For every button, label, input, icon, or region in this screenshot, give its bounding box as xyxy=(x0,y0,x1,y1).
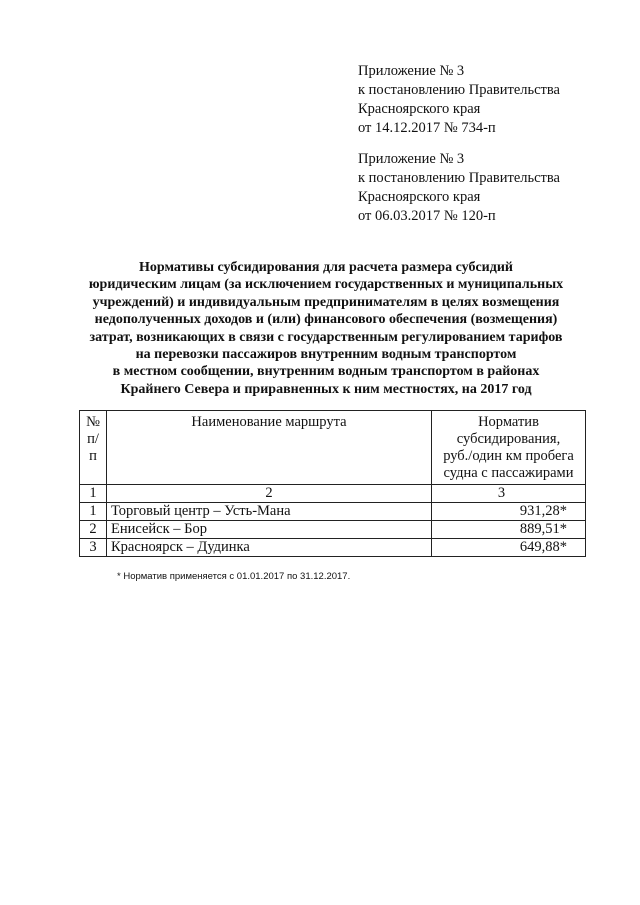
header-num-cell xyxy=(80,411,107,485)
row-num: 1 xyxy=(80,503,107,521)
header-num-line: п/п xyxy=(87,431,99,464)
title-line: затрат, возникающих в связи с государственным регулированием тарифов xyxy=(89,329,563,345)
index-cell: 3 xyxy=(432,485,586,503)
column-index-row xyxy=(80,485,586,503)
header-value-line: субсидирования, xyxy=(456,431,561,447)
appendix-line: Приложение № 3 xyxy=(358,63,465,79)
appendix-block-1 xyxy=(358,62,560,138)
appendix-line: от 06.03.2017 № 120-п xyxy=(358,208,496,224)
title-line: Нормативы субсидирования для расчета размера субсидий xyxy=(139,260,513,275)
route-name: Торговый центр – Усть-Мана xyxy=(107,503,432,521)
appendix-line: Красноярского края xyxy=(358,101,481,117)
table-row xyxy=(80,539,586,557)
index-cell: 1 xyxy=(80,485,107,503)
norms-table xyxy=(79,410,586,557)
appendix-line: Приложение № 3 xyxy=(358,151,465,167)
title-line: Крайнего Севера и приравненных к ним местностях, на 2017 год xyxy=(120,381,532,397)
header-value-line: руб./один км пробега xyxy=(443,448,574,464)
table-row xyxy=(80,503,586,521)
appendix-block-2 xyxy=(358,150,560,226)
title-line: учреждений) и индивидуальным предпринимателям в целях возмещения xyxy=(92,294,560,310)
title-line: на перевозки пассажиров внутренним водным транспортом xyxy=(135,347,517,363)
index-cell: 2 xyxy=(107,485,432,503)
header-value-line: судна с пассажирами xyxy=(443,465,574,481)
norm-value: 931,28* xyxy=(432,503,586,521)
footnote: * Норматив применяется с 01.01.2017 по 31.12.2017. xyxy=(117,571,351,582)
header-value-cell xyxy=(432,411,586,485)
norm-value: 889,51* xyxy=(432,521,586,539)
appendix-line: к постановлению Правительства xyxy=(358,170,560,186)
header-value-line: Норматив xyxy=(478,414,539,430)
appendix-line: Красноярского края xyxy=(358,189,481,205)
document-title xyxy=(60,259,592,398)
route-name: Енисейск – Бор xyxy=(107,521,432,539)
title-line: недополученных доходов и (или) финансового обеспечения (возмещения) xyxy=(94,312,558,328)
row-num: 2 xyxy=(80,521,107,539)
title-line: в местном сообщении, внутренним водным транспортом в районах xyxy=(112,364,540,380)
title-line: юридическим лицам (за исключением государственных и муниципальных xyxy=(88,277,564,293)
appendix-line: от 14.12.2017 № 734-п xyxy=(358,120,496,136)
header-num-line: № xyxy=(86,414,100,430)
norm-value: 649,88* xyxy=(432,539,586,557)
row-num: 3 xyxy=(80,539,107,557)
table-header-row xyxy=(80,411,586,485)
appendix-line: к постановлению Правительства xyxy=(358,82,560,98)
table-row xyxy=(80,521,586,539)
header-name-cell: Наименование маршрута xyxy=(107,411,432,485)
route-name: Красноярск – Дудинка xyxy=(107,539,432,557)
